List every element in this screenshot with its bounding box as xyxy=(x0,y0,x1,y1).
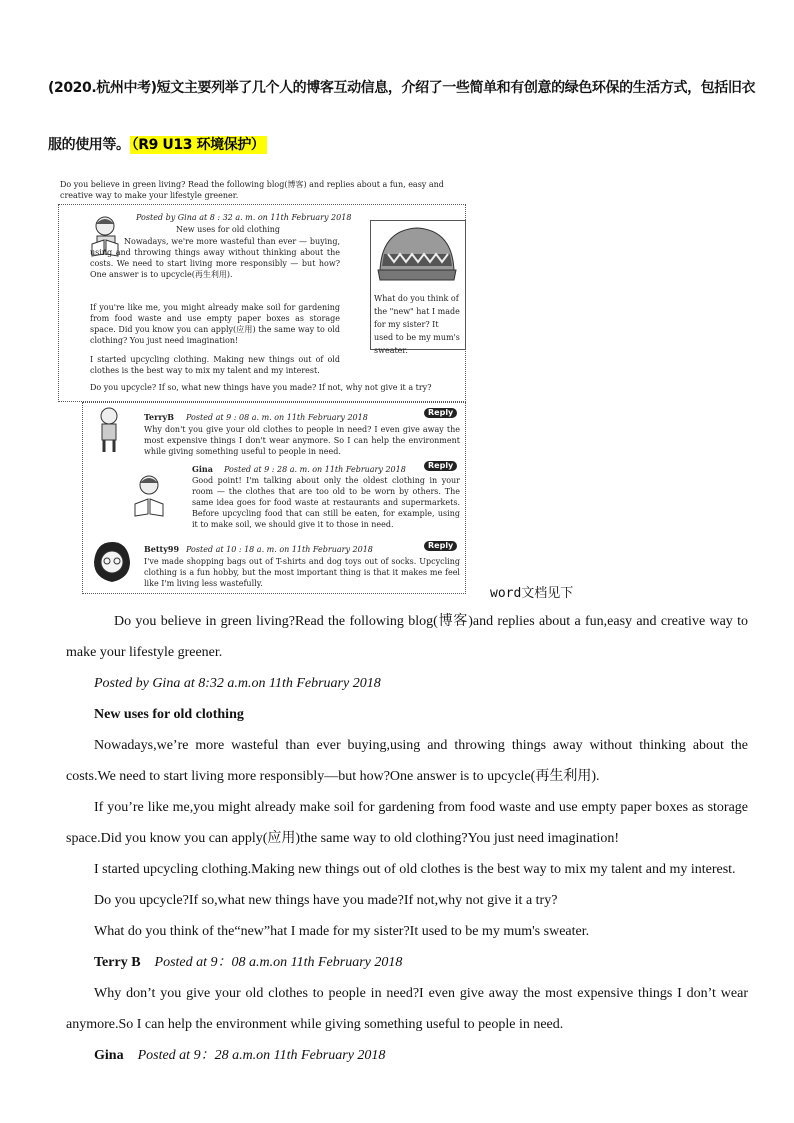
scan-terry-text: Why don't you give your old clothes to people in need? I even give away the most expensive things I don't wear anymore. So I can help the environment while giving something useful to people in need. xyxy=(144,425,460,456)
word-note: word文档见下 xyxy=(490,586,574,601)
terry-avatar-icon xyxy=(96,406,122,454)
scan-gina-meta: Posted by Gina at 8 : 32 a. m. on 11th February 2018 xyxy=(136,213,352,222)
scan-gina-reply-meta: Posted at 9 : 28 a. m. on 11th February 2018 xyxy=(224,465,406,474)
betty-reply-button[interactable]: Reply xyxy=(424,541,457,551)
body-gina-name: Gina xyxy=(94,1048,124,1063)
body-gina-line xyxy=(94,1040,694,1071)
heading-text: (2020.杭州中考)短文主要列举了几个人的博客互动信息，介绍了一些简单和有创意的绿色环保的生活方式，包括旧衣服的使用等。 xyxy=(48,80,756,153)
body-terry-line xyxy=(94,947,694,978)
scan-p3: I started upcycling clothing. Making new things out of old clothes is the best way to mix my talent and my interest. xyxy=(90,355,340,375)
scan-intro: Do you believe in green living? Read the following blog(博客) and replies about a fun, easy and creative way to make your lifestyle greener. xyxy=(60,180,444,200)
body-title: New uses for old clothing xyxy=(94,707,244,722)
scan-gina-name: Gina xyxy=(192,464,213,474)
body-terry-text: Why don’t you give your old clothes to people in need?I even give away the most expensive things I don’t wear anymore.So I can help the environment while giving something useful to people in need. xyxy=(66,986,748,1032)
scanned-blog-image xyxy=(52,176,476,596)
scan-gina-reply-text: Good point! I'm talking about only the oldest clothing in your room — the clothes that are too old to be worn by others. The same idea goes for food waste at restaurants and supermarkets. Before upcycling food that can still be eaten, for example, using it to make soil, we should give it to those in need. xyxy=(192,476,460,529)
scan-p1: Nowadays, we're more wasteful than ever — buying, using and throwing things away without thinking about the costs. We need to start living more responsibly — but how? One answer is to upcycle(再生利用). xyxy=(90,237,340,279)
scan-post-title: New uses for old clothing xyxy=(176,225,281,234)
unit-tag: （R9 U13 环境保护） xyxy=(131,137,265,153)
scan-betty-meta: Posted at 10 : 18 a. m. on 11th February 2018 xyxy=(186,545,373,554)
scan-p2: If you're like me, you might already make soil for gardening from food waste and use empty paper boxes as storage space. Did you know you can apply(应用) the same way to old clothing? You just need imagination! xyxy=(90,303,340,345)
body-gina-meta: Posted at 9：28 a.m.on 11th February 2018 xyxy=(137,1048,386,1063)
body-terry-meta: Posted at 9：08 a.m.on 11th February 2018 xyxy=(154,955,403,970)
body-terry-name: Terry B xyxy=(94,955,141,970)
body-p2: If you’re like me,you might already make soil for gardening from food waste and use empty paper boxes as storage space.Did you know you can apply(应用)the same way to old clothing?You just need imagination! xyxy=(66,800,748,846)
terry-reply-button[interactable]: Reply xyxy=(424,408,457,418)
betty-avatar-icon xyxy=(90,540,134,584)
scan-betty-name: Betty99 xyxy=(144,544,180,554)
body-p4: Do you upcycle?If so,what new things have you made?If not,why not give it a try? xyxy=(94,893,558,908)
knitted-hat-image xyxy=(374,224,460,288)
scan-p4: Do you upcycle? If so, what new things have you made? If not, why not give it a try? xyxy=(90,383,432,392)
scan-terry-meta: Posted at 9 : 08 a. m. on 11th February 2018 xyxy=(186,413,368,422)
body-p5: What do you think of the“new”hat I made for my sister?It used to be my mum's sweater. xyxy=(94,924,590,939)
question-heading xyxy=(48,60,758,174)
scan-terry-name: TerryB xyxy=(144,412,174,422)
body-p3: I started upcycling clothing.Making new things out of old clothes is the best way to mix my talent and my interest. xyxy=(94,862,736,877)
body-posted-by: Posted by Gina at 8:32 a.m.on 11th February 2018 xyxy=(94,676,381,691)
gina-reply-button[interactable]: Reply xyxy=(424,461,457,471)
gina-reply-avatar-icon xyxy=(132,474,166,518)
body-intro: Do you believe in green living?Read the following blog(博客)and replies about a fun,easy and creative way to make your lifestyle greener. xyxy=(66,614,748,660)
hat-caption: What do you think of the "new" hat I made for my sister? It used to be my mum's sweater. xyxy=(374,294,460,355)
scan-betty-text: I've made shopping bags out of T-shirts and dog toys out of socks. Upcycling clothing is a fun hobby, but the most important thing is that it makes me feel like I'm living less wastefully. xyxy=(144,557,460,588)
body-p1: Nowadays,we’re more wasteful than ever buying,using and throwing things away without thinking about the costs.We need to start living more responsibly—but how?One answer is to upcycle(再生利用). xyxy=(66,738,748,784)
